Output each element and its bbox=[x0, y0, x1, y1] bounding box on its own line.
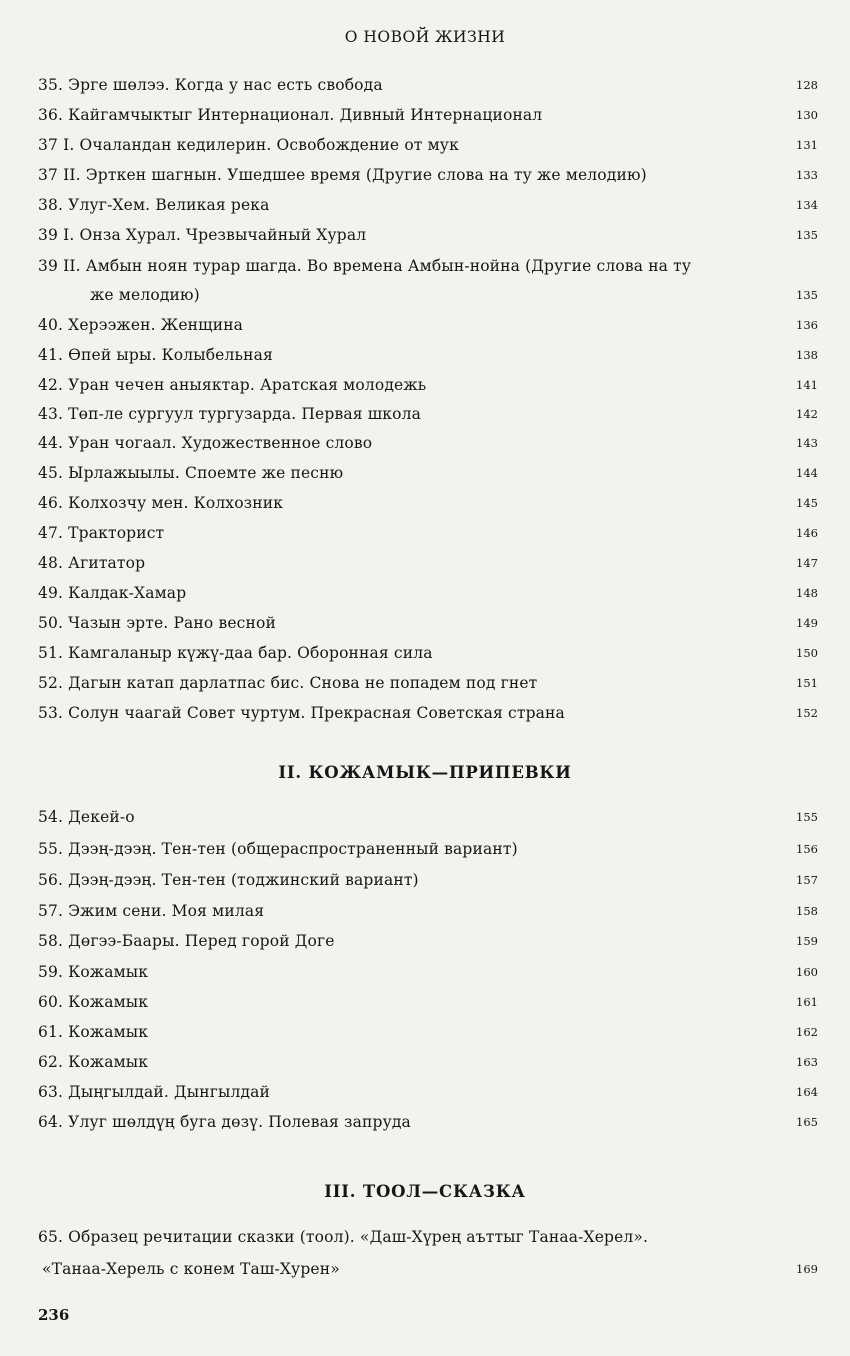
entry-title: 64. Улуг шөлдүң буга дөзү. Полевая запруда bbox=[38, 1113, 411, 1131]
section-title-tool: III. ТООЛ—СКАЗКА bbox=[324, 1182, 526, 1201]
toc-entry bbox=[38, 494, 818, 520]
entry-title: 46. Колхозчу мен. Колхозник bbox=[38, 494, 284, 512]
entry-title: 50. Чазын эрте. Рано весной bbox=[38, 614, 276, 632]
entry-title: 61. Кожамык bbox=[38, 1023, 149, 1041]
toc-entry bbox=[38, 376, 818, 402]
entry-title: 49. Калдак-Хамар bbox=[38, 584, 187, 602]
entry-title: 57. Эжим сени. Моя милая bbox=[38, 902, 265, 920]
toc-entry bbox=[38, 76, 818, 102]
entry-page: 144 bbox=[796, 466, 818, 480]
entry-page: 169 bbox=[796, 1262, 818, 1276]
entry-page: 135 bbox=[796, 288, 818, 302]
entry-title: 60. Кожамык bbox=[38, 993, 149, 1011]
toc-entry bbox=[38, 932, 818, 958]
toc-entry-continuation bbox=[38, 1260, 818, 1286]
entry-title: 52. Дагын катап дарлатпас бис. Снова не попадем под гнет bbox=[38, 674, 538, 692]
entry-title: 44. Уран чогаал. Художественное слово bbox=[38, 434, 373, 452]
toc-entry bbox=[38, 226, 818, 252]
toc-entry bbox=[38, 196, 818, 222]
entry-title: 45. Ырлажыылы. Споемте же песню bbox=[38, 464, 344, 482]
toc-entry bbox=[38, 166, 818, 192]
toc-entry bbox=[38, 1053, 818, 1079]
entry-page: 158 bbox=[796, 904, 818, 918]
entry-title: 48. Агитатор bbox=[38, 554, 146, 572]
entry-title: 47. Тракторист bbox=[38, 524, 165, 542]
toc-entry bbox=[38, 871, 818, 897]
entry-title: 39 II. Амбын ноян турар шагда. Во времена Амбын-нойна (Другие слова на ту bbox=[38, 257, 692, 275]
entry-page: 159 bbox=[796, 934, 818, 948]
section-title-new-life: О НОВОЙ ЖИЗНИ bbox=[344, 28, 506, 46]
toc-entry bbox=[38, 963, 818, 989]
entry-page: 138 bbox=[796, 348, 818, 362]
entry-title: 39 I. Онза Хурал. Чрезвычайный Хурал bbox=[38, 226, 367, 244]
entry-page: 160 bbox=[796, 965, 818, 979]
entry-page: 161 bbox=[796, 995, 818, 1009]
entry-title: 42. Уран чечен аныяктар. Аратская молодежь bbox=[38, 376, 427, 394]
entry-page: 147 bbox=[796, 556, 818, 570]
entry-page: 131 bbox=[796, 138, 818, 152]
entry-page: 128 bbox=[796, 78, 818, 92]
toc-entry bbox=[38, 1113, 818, 1139]
entry-title: 40. Херээжен. Женщина bbox=[38, 316, 244, 334]
entry-title: 37 II. Эрткен шагнын. Ушедшее время (Другие слова на ту же мелодию) bbox=[38, 166, 647, 184]
entry-page: 149 bbox=[796, 616, 818, 630]
entry-title: 36. Кайгамчыктыг Интернационал. Дивный Интернационал bbox=[38, 106, 543, 124]
page-number: 236 bbox=[38, 1306, 70, 1324]
toc-entry bbox=[38, 346, 818, 372]
entry-page: 162 bbox=[796, 1025, 818, 1039]
toc-entry bbox=[38, 644, 818, 670]
toc-entry bbox=[38, 902, 818, 928]
entry-title: 35. Эрге шөлээ. Когда у нас есть свобода bbox=[38, 76, 383, 94]
entry-page: 136 bbox=[796, 318, 818, 332]
entry-page: 145 bbox=[796, 496, 818, 510]
entry-page: 130 bbox=[796, 108, 818, 122]
entry-page: 150 bbox=[796, 646, 818, 660]
entry-title: 58. Дөгээ-Баары. Перед горой Доге bbox=[38, 932, 335, 950]
toc-entry bbox=[38, 136, 818, 162]
toc-entry bbox=[38, 704, 818, 730]
entry-page: 148 bbox=[796, 586, 818, 600]
toc-entry bbox=[38, 405, 818, 431]
entry-title: 65. Образец речитации сказки (тоол). «Даш-Хүрең аъттыг Танаа-Херел». bbox=[38, 1228, 649, 1246]
toc-entry bbox=[38, 106, 818, 132]
toc-entry bbox=[38, 1228, 818, 1254]
toc-entry bbox=[38, 554, 818, 580]
entry-title: 56. Дээң-дээң. Тен-тен (тоджинский вариант) bbox=[38, 871, 419, 889]
entry-title: 38. Улуг-Хем. Великая река bbox=[38, 196, 270, 214]
entry-title: же мелодию) bbox=[90, 286, 200, 304]
toc-entry bbox=[38, 584, 818, 610]
entry-page: 135 bbox=[796, 228, 818, 242]
toc-entry bbox=[38, 1023, 818, 1049]
entry-page: 156 bbox=[796, 842, 818, 856]
toc-entry bbox=[38, 434, 818, 460]
entry-page: 155 bbox=[796, 810, 818, 824]
entry-page: 157 bbox=[796, 873, 818, 887]
entry-page: 142 bbox=[796, 407, 818, 421]
entry-title: 43. Төп-ле сургуул тургузарда. Первая школа bbox=[38, 405, 421, 423]
entry-title: 51. Камгаланыр күжү-даа бар. Оборонная сила bbox=[38, 644, 433, 662]
entry-page: 146 bbox=[796, 526, 818, 540]
toc-entry bbox=[38, 464, 818, 490]
toc-entry bbox=[38, 524, 818, 550]
toc-entry bbox=[38, 257, 818, 283]
toc-entry bbox=[38, 316, 818, 342]
entry-title: 63. Дыңгылдай. Дынгылдай bbox=[38, 1083, 271, 1101]
entry-page: 143 bbox=[796, 436, 818, 450]
entry-page: 133 bbox=[796, 168, 818, 182]
entry-page: 165 bbox=[796, 1115, 818, 1129]
toc-entry bbox=[38, 993, 818, 1019]
section-title-kozhamyk: II. КОЖАМЫК—ПРИПЕВКИ bbox=[278, 763, 572, 782]
entry-title: 54. Декей-о bbox=[38, 808, 135, 826]
toc-entry bbox=[38, 614, 818, 640]
entry-title: 37 I. Очаландан кедилерин. Освобождение от мук bbox=[38, 136, 459, 154]
entry-page: 164 bbox=[796, 1085, 818, 1099]
toc-entry bbox=[38, 840, 818, 866]
entry-page: 134 bbox=[796, 198, 818, 212]
entry-page: 141 bbox=[796, 378, 818, 392]
entry-page: 151 bbox=[796, 676, 818, 690]
toc-entry-continuation bbox=[38, 286, 818, 312]
entry-title: 55. Дээң-дээң. Тен-тен (общераспространенный вариант) bbox=[38, 840, 518, 858]
toc-entry bbox=[38, 674, 818, 700]
entry-title: «Танаа-Херель с конем Таш-Хурен» bbox=[42, 1260, 340, 1278]
entry-title: 41. Өпей ыры. Колыбельная bbox=[38, 346, 273, 364]
toc-entry bbox=[38, 808, 818, 834]
entry-page: 152 bbox=[796, 706, 818, 720]
entry-title: 62. Кожамык bbox=[38, 1053, 149, 1071]
entry-title: 59. Кожамык bbox=[38, 963, 149, 981]
toc-entry bbox=[38, 1083, 818, 1109]
entry-title: 53. Солун чаагай Совет чуртум. Прекрасная Советская страна bbox=[38, 704, 565, 722]
entry-page: 163 bbox=[796, 1055, 818, 1069]
